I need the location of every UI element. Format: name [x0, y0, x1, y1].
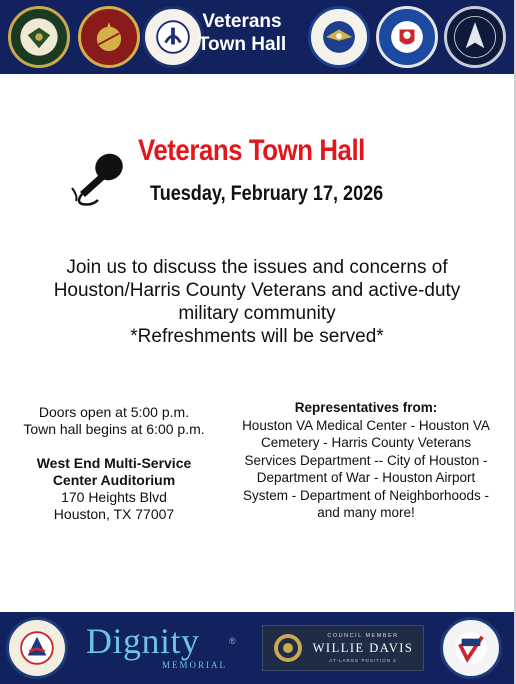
- intro-line: military community: [178, 303, 336, 324]
- representatives-block: [226, 399, 506, 522]
- representatives-line: System - Department of Neighborhoods -: [242, 487, 490, 503]
- venue-city: Houston, TX 77007: [53, 506, 175, 522]
- schedule-block: [8, 404, 220, 523]
- venue-name-line2: Center Auditorium: [52, 472, 176, 488]
- council-member-logo: [262, 625, 424, 671]
- intro-line: Join us to discuss the issues and concerns of: [66, 257, 448, 278]
- venue-street: 170 Heights Blvd: [61, 489, 167, 505]
- doors-open-time: Doors open at 5:00 p.m.: [38, 404, 190, 420]
- representatives-line: Department of War - Houston Airport: [256, 470, 476, 485]
- banner-title: [196, 10, 288, 56]
- banner-title-line1: Veterans: [202, 11, 282, 32]
- council-member-label: COUNCIL MEMBER: [327, 633, 399, 639]
- representatives-line: Houston VA Medical Center - Houston VA: [242, 417, 490, 433]
- representatives-line: and many more!: [317, 505, 415, 520]
- dignity-memorial-logo: [86, 622, 246, 672]
- air-force-seal-icon: [308, 6, 370, 68]
- refreshments-note: *Refreshments will be served*: [130, 326, 384, 347]
- representatives-heading: Representatives from:: [294, 400, 438, 415]
- microphone-icon: [68, 148, 128, 210]
- vsd-seal-icon: [440, 617, 502, 679]
- space-force-seal-icon: [444, 6, 506, 68]
- coast-guard-seal-icon: [376, 6, 438, 68]
- navy-seal-icon: [142, 6, 204, 68]
- top-banner: [0, 0, 514, 74]
- dignity-wordmark: Dignity: [86, 621, 200, 661]
- intro-text: [20, 256, 494, 348]
- representatives-line: Cemetery - Harris County Veterans: [260, 435, 472, 450]
- council-seal-icon: [273, 633, 303, 663]
- start-time: Town hall begins at 6:00 p.m.: [23, 421, 205, 437]
- council-member-name: WILLIE DAVIS: [312, 641, 414, 655]
- marine-corps-seal-icon: [78, 6, 140, 68]
- banner-title-line2: Town Hall: [197, 34, 287, 55]
- intro-line: Houston/Harris County Veterans and active-duty: [53, 280, 461, 301]
- dignity-registered-mark: ®: [229, 636, 236, 646]
- dignity-memorial-text: MEMORIAL: [162, 660, 227, 670]
- army-seal-icon: [8, 6, 70, 68]
- council-position: AT-LARGE POSITION 2: [329, 658, 397, 663]
- event-title: Veterans Town Hall: [138, 134, 365, 167]
- sponsor-banner: [0, 612, 514, 684]
- representatives-line: Services Department -- City of Houston -: [244, 452, 488, 468]
- city-of-houston-seal-icon: [6, 617, 68, 679]
- event-date: Tuesday, February 17, 2026: [150, 182, 384, 205]
- venue-name-line1: West End Multi-Service: [36, 455, 192, 471]
